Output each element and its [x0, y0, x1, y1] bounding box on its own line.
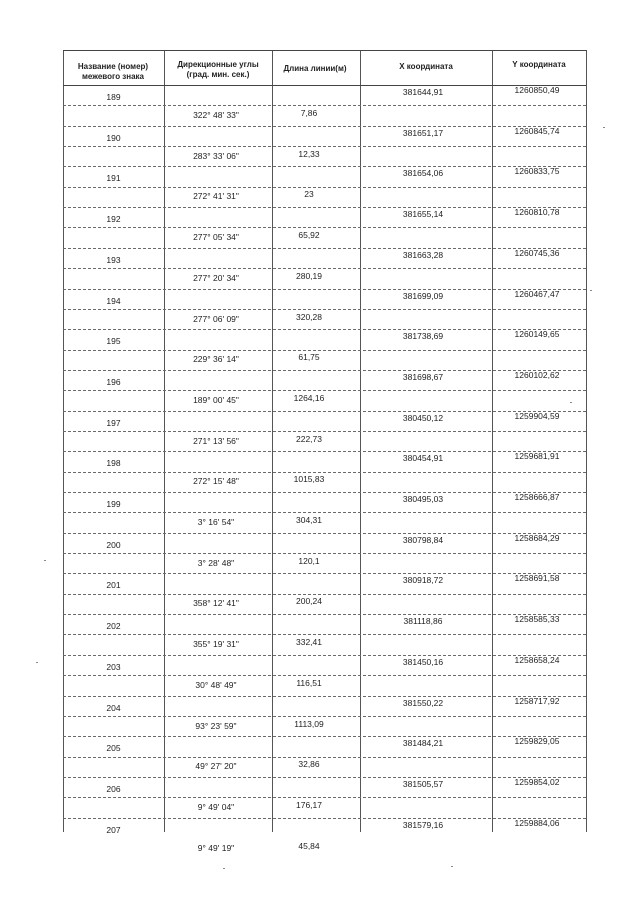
y-coordinate-value: 1258691,58 — [514, 573, 560, 583]
direction-angle-value: 3° 28' 48" — [197, 558, 235, 568]
line-length-value: 23 — [304, 189, 314, 199]
point-name: 195 — [106, 336, 121, 346]
y-coordinate-value: 1258585,33 — [514, 614, 560, 624]
direction-angle-value: 272° 15' 48" — [193, 476, 239, 486]
point-name: 199 — [106, 499, 121, 509]
point-name: 190 — [106, 133, 121, 143]
y-coordinate-value: 1260810,78 — [514, 207, 560, 217]
row-divider — [63, 472, 586, 473]
x-coordinate-value: 381651,17 — [402, 128, 444, 138]
y-coordinate-value: 1258658,24 — [514, 655, 560, 665]
y-coordinate-value: 1259854,02 — [514, 777, 560, 787]
point-name: 194 — [106, 296, 121, 306]
table-top-border — [63, 50, 586, 51]
scan-speck — [603, 127, 605, 128]
row-divider — [63, 350, 586, 351]
column-divider — [360, 50, 361, 832]
column-divider — [492, 50, 493, 832]
line-length-value: 332,41 — [296, 637, 322, 647]
y-coordinate-value: 1260149,65 — [514, 329, 560, 339]
x-coordinate-value: 381579,16 — [402, 820, 444, 830]
point-name: 191 — [106, 173, 121, 183]
direction-angle-value: 272° 41' 31" — [193, 191, 239, 201]
direction-angle-value: 322° 48' 33" — [193, 110, 239, 120]
y-coordinate-value: 1259681,91 — [514, 451, 560, 461]
point-name: 203 — [106, 662, 121, 672]
y-coordinate-value: 1260850,49 — [514, 85, 560, 95]
row-divider — [63, 716, 586, 717]
point-name: 198 — [106, 458, 121, 468]
y-coordinate-value: 1259829,05 — [514, 736, 560, 746]
row-divider — [63, 227, 586, 228]
line-length-value: 120,1 — [298, 556, 320, 566]
point-name: 201 — [106, 580, 121, 590]
point-name: 192 — [106, 214, 121, 224]
y-coordinate-value: 1260467,47 — [514, 289, 560, 299]
x-coordinate-value: 381450,16 — [402, 657, 444, 667]
x-coordinate-value: 380450,12 — [402, 413, 444, 423]
line-length-value: 45,84 — [298, 841, 320, 851]
row-divider — [63, 797, 586, 798]
x-coordinate-value: 380495,03 — [402, 494, 444, 504]
direction-angle-value: 277° 05' 34" — [193, 232, 239, 242]
point-name: 189 — [106, 92, 121, 102]
x-coordinate-value: 380454,91 — [402, 453, 444, 463]
column-divider — [586, 50, 587, 832]
header-point-name: Название (номер) межевого знака — [77, 62, 149, 81]
line-length-value: 12,33 — [298, 149, 320, 159]
scan-speck — [590, 290, 592, 291]
y-coordinate-value: 1259884,06 — [514, 818, 560, 828]
direction-angle-value: 277° 06' 09" — [193, 314, 239, 324]
line-length-value: 32,86 — [298, 759, 320, 769]
header-y-coordinate: Y координата — [512, 60, 566, 69]
scan-speck — [36, 662, 38, 663]
x-coordinate-value: 381663,28 — [402, 250, 444, 260]
row-divider — [63, 146, 586, 147]
y-coordinate-value: 1258666,87 — [514, 492, 560, 502]
x-coordinate-value: 380918,72 — [402, 575, 444, 585]
direction-angle-value: 93° 23' 59" — [195, 721, 237, 731]
row-divider — [63, 187, 586, 188]
line-length-value: 1113,09 — [294, 719, 324, 729]
point-name: 205 — [106, 743, 121, 753]
line-length-value: 304,31 — [296, 515, 322, 525]
scan-speck — [570, 402, 572, 403]
point-name: 207 — [106, 825, 121, 835]
line-length-value: 320,28 — [296, 312, 322, 322]
line-length-value: 116,51 — [296, 678, 322, 688]
direction-angle-value: 358° 12' 41" — [193, 598, 239, 608]
scan-speck — [44, 560, 46, 561]
y-coordinate-value: 1258717,92 — [514, 696, 560, 706]
header-line-length: Длина линии(м) — [283, 64, 347, 73]
y-coordinate-value: 1260102,62 — [514, 370, 560, 380]
row-divider — [63, 594, 586, 595]
point-name: 200 — [106, 540, 121, 550]
line-length-value: 1015,83 — [293, 474, 325, 484]
scan-speck — [451, 866, 453, 867]
point-name: 206 — [106, 784, 121, 794]
direction-angle-value: 30° 48' 49" — [195, 680, 237, 690]
x-coordinate-value: 381654,06 — [402, 168, 444, 178]
header-direction-angles: Дирекционные углы (град. мин. сек.) — [177, 60, 259, 79]
direction-angle-value: 189° 00' 45" — [193, 395, 239, 405]
direction-angle-value: 355° 19' 31" — [193, 639, 239, 649]
point-name: 193 — [106, 255, 121, 265]
direction-angle-value: 277° 20' 34" — [193, 273, 239, 283]
point-name: 202 — [106, 621, 121, 631]
row-divider — [63, 431, 586, 432]
line-length-value: 1264,16 — [293, 393, 325, 403]
direction-angle-value: 49° 27' 20" — [195, 761, 237, 771]
point-name: 197 — [106, 418, 121, 428]
header-x-coordinate: X координата — [399, 62, 453, 71]
y-coordinate-value: 1260845,74 — [514, 126, 560, 136]
row-divider — [63, 512, 586, 513]
line-length-value: 176,17 — [296, 800, 322, 810]
direction-angle-value: 3° 16' 54" — [197, 517, 235, 527]
row-divider — [63, 309, 586, 310]
scan-speck — [223, 868, 225, 869]
line-length-value: 61,75 — [298, 352, 320, 362]
row-divider — [63, 757, 586, 758]
row-divider — [63, 390, 586, 391]
x-coordinate-value: 381505,57 — [402, 779, 444, 789]
x-coordinate-value: 381118,86 — [403, 616, 443, 626]
y-coordinate-value: 1258684,29 — [514, 533, 560, 543]
row-divider — [63, 105, 586, 106]
x-coordinate-value: 381698,67 — [402, 372, 444, 382]
column-divider — [164, 50, 165, 832]
row-divider — [63, 675, 586, 676]
point-name: 196 — [106, 377, 121, 387]
y-coordinate-value: 1260833,75 — [514, 166, 560, 176]
y-coordinate-value: 1260745,36 — [514, 248, 560, 258]
direction-angle-value: 283° 33' 06" — [193, 151, 239, 161]
x-coordinate-value: 381550,22 — [402, 698, 444, 708]
row-divider — [63, 634, 586, 635]
x-coordinate-value: 381484,21 — [402, 738, 444, 748]
line-length-value: 200,24 — [296, 596, 322, 606]
line-length-value: 280,19 — [296, 271, 322, 281]
line-length-value: 65,92 — [298, 230, 320, 240]
direction-angle-value: 271° 13' 56" — [193, 436, 239, 446]
x-coordinate-value: 381644,91 — [402, 87, 444, 97]
direction-angle-value: 9° 49' 04" — [197, 802, 235, 812]
point-name: 204 — [106, 703, 121, 713]
row-divider — [63, 268, 586, 269]
x-coordinate-value: 381738,69 — [402, 331, 444, 341]
row-divider — [63, 553, 586, 554]
line-length-value: 222,73 — [296, 434, 322, 444]
line-length-value: 7,86 — [300, 108, 318, 118]
x-coordinate-value: 381655,14 — [402, 209, 444, 219]
direction-angle-value: 229° 36' 14" — [193, 354, 239, 364]
x-coordinate-value: 381699,09 — [402, 291, 444, 301]
column-divider — [63, 50, 64, 832]
direction-angle-value: 9° 49' 19" — [197, 843, 235, 853]
y-coordinate-value: 1259904,59 — [514, 411, 560, 421]
x-coordinate-value: 380798,84 — [402, 535, 444, 545]
